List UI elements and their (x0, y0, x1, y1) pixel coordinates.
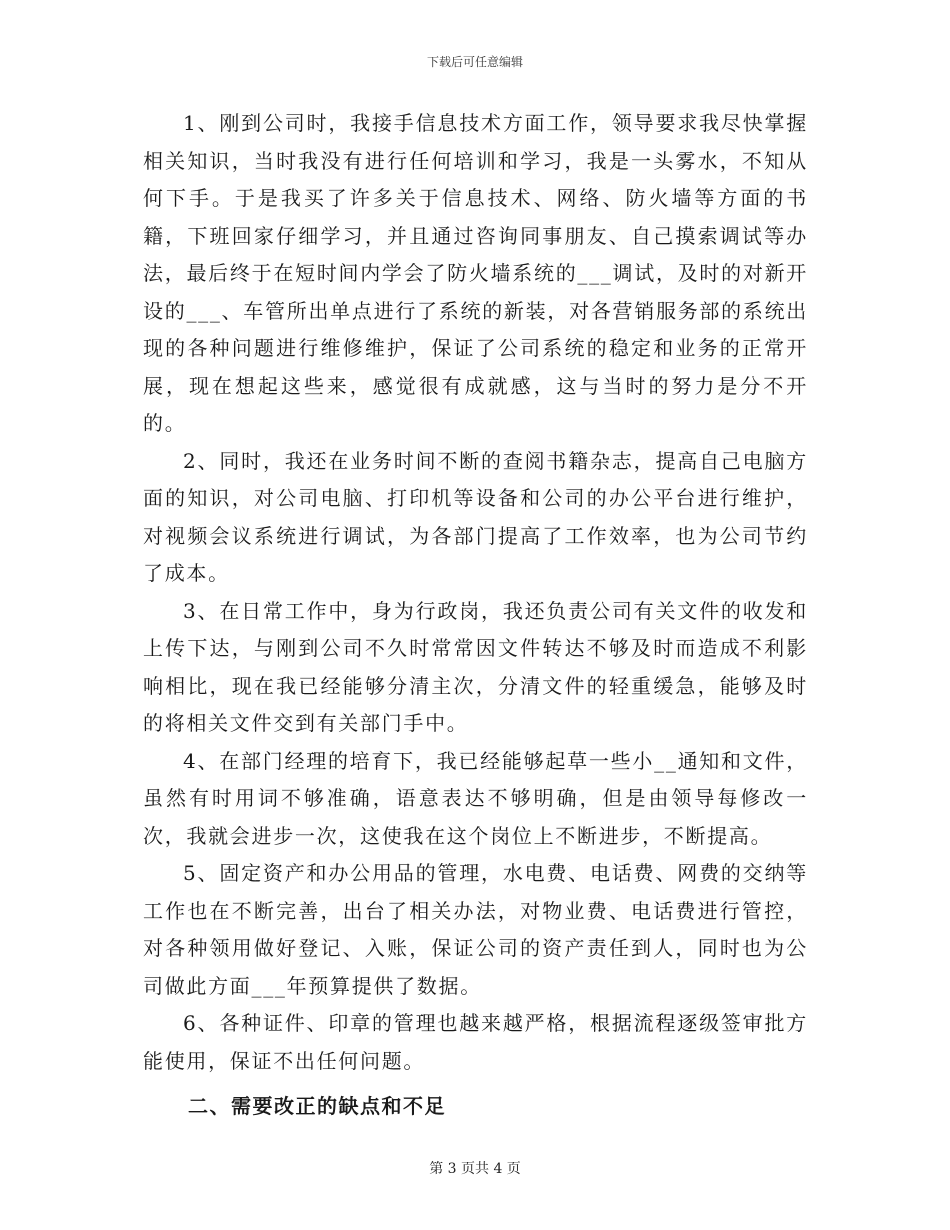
paragraph-5: 5、固定资产和办公用品的管理，水电费、电话费、网费的交纳等工作也在不断完善，出台了相关办法，对物业费、电话费进行管控，对各种领用做好登记、入账，保证公司的资产责任到人，同时也为公司做此方面___年预算提供了数据。 (143, 861, 808, 998)
paragraph-4: 4、在部门经理的培育下，我已经能够起草一些小__通知和文件，虽然有时用词不够准确，语意表达不够明确，但是由领导每修改一次，我就会进步一次，这使我在这个岗位上不断进步，不断提高。 (143, 748, 808, 848)
section-heading: 二、需要改正的缺点和不足 (188, 1094, 446, 1118)
page-footer: 第 3 页共 4 页 (429, 1161, 521, 1177)
page-header: 下载后可任意编辑 (426, 55, 523, 69)
paragraph-6: 6、各种证件、印章的管理也越来越严格，根据流程逐级签审批方能使用，保证不出任何问题。 (143, 1011, 808, 1073)
paragraph-1: 1、刚到公司时，我接手信息技术方面工作，领导要求我尽快掌握相关知识，当时我没有进行任何培训和学习，我是一头雾水，不知从何下手。于是我买了许多关于信息技术、网络、防火墙等方面的书籍，下班回家仔细学习，并且通过咨询同事朋友、自己摸索调试等办法，最后终于在短时间内学会了防火墙系统的___调试，及时的对新开设的___、车管所出单点进行了系统的新装，对各营销服务部的系统出现的各种问题进行维修维护，保证了公司系统的稳定和业务的正常开展，现在想起这些来，感觉很有成就感，这与当时的努力是分不开的。 (143, 111, 808, 435)
document-body (143, 105, 808, 1126)
paragraph-3: 3、在日常工作中，身为行政岗，我还负责公司有关文件的收发和上传下达，与刚到公司不久时常常因文件转达不够及时而造成不利影响相比，现在我已经能够分清主次，分清文件的轻重缓急，能够及时的将相关文件交到有关部门手中。 (143, 598, 808, 735)
paragraph-2: 2、同时，我还在业务时间不断的查阅书籍杂志，提高自己电脑方面的知识，对公司电脑、打印机等设备和公司的办公平台进行维护，对视频会议系统进行调试，为各部门提高了工作效率，也为公司节约了成本。 (143, 448, 808, 585)
